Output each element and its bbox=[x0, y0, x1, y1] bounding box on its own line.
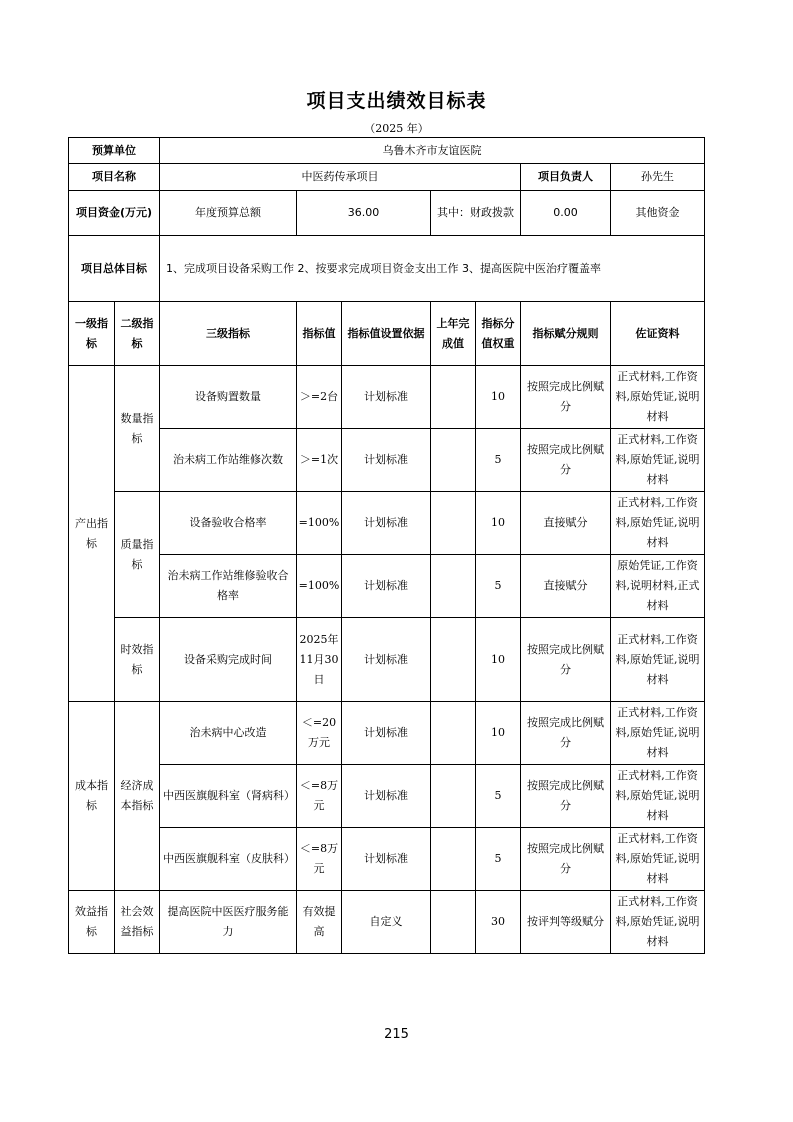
table-row bbox=[69, 765, 705, 828]
table-row bbox=[69, 828, 705, 891]
indicator-name: 治未病工作站维修次数 bbox=[160, 429, 297, 492]
indicator-weight: 10 bbox=[476, 702, 521, 765]
indicator-value: 有效提高 bbox=[297, 891, 342, 954]
indicator-value: 2025年11月30日 bbox=[297, 618, 342, 702]
table-row bbox=[69, 555, 705, 618]
other-funds-label: 其他资金 bbox=[611, 191, 705, 236]
indicator-weight: 10 bbox=[476, 618, 521, 702]
group-cost: 成本指标 bbox=[69, 702, 115, 891]
header-evidence: 佐证资料 bbox=[611, 302, 705, 366]
indicator-rule: 按照完成比例赋分 bbox=[521, 828, 611, 891]
indicator-value: =100% bbox=[297, 492, 342, 555]
indicator-rule: 按照完成比例赋分 bbox=[521, 618, 611, 702]
unit-value: 乌鲁木齐市友谊医院 bbox=[160, 138, 705, 164]
indicator-weight: 5 bbox=[476, 765, 521, 828]
indicator-weight: 30 bbox=[476, 891, 521, 954]
indicator-evidence: 正式材料,工作资料,原始凭证,说明材料 bbox=[611, 702, 705, 765]
indicator-value: ＜=8万元 bbox=[297, 828, 342, 891]
indicator-rule: 按照完成比例赋分 bbox=[521, 765, 611, 828]
indicator-name: 中西医旗舰科室（肾病科） bbox=[160, 765, 297, 828]
indicator-name: 设备验收合格率 bbox=[160, 492, 297, 555]
table-row bbox=[69, 618, 705, 702]
indicator-basis: 自定义 bbox=[342, 891, 431, 954]
indicator-rule: 按照完成比例赋分 bbox=[521, 366, 611, 429]
indicator-last-year bbox=[431, 891, 476, 954]
indicator-last-year bbox=[431, 702, 476, 765]
project-leader-label: 项目负责人 bbox=[521, 164, 611, 191]
subgroup-quantity: 数量指标 bbox=[115, 366, 160, 492]
indicator-basis: 计划标准 bbox=[342, 828, 431, 891]
indicator-weight: 10 bbox=[476, 366, 521, 429]
table-row bbox=[69, 366, 705, 429]
subgroup-social-benefit: 社会效益指标 bbox=[115, 891, 160, 954]
header-weight: 指标分值权重 bbox=[476, 302, 521, 366]
group-output: 产出指标 bbox=[69, 366, 115, 702]
indicator-last-year bbox=[431, 828, 476, 891]
funds-label: 项目资金(万元) bbox=[69, 191, 160, 236]
indicator-evidence: 正式材料,工作资料,原始凭证,说明材料 bbox=[611, 618, 705, 702]
goal-label: 项目总体目标 bbox=[69, 236, 160, 302]
group-benefit: 效益指标 bbox=[69, 891, 115, 954]
annual-budget-value: 36.00 bbox=[297, 191, 431, 236]
indicator-name: 治未病中心改造 bbox=[160, 702, 297, 765]
indicator-basis: 计划标准 bbox=[342, 429, 431, 492]
project-leader-value: 孙先生 bbox=[611, 164, 705, 191]
indicator-last-year bbox=[431, 366, 476, 429]
indicator-name: 设备购置数量 bbox=[160, 366, 297, 429]
indicator-last-year bbox=[431, 618, 476, 702]
goal-text: 1、完成项目设备采购工作 2、按要求完成项目资金支出工作 3、提高医院中医治疗覆盖率 bbox=[160, 236, 705, 302]
indicator-rule: 直接赋分 bbox=[521, 492, 611, 555]
project-name-value: 中医药传承项目 bbox=[160, 164, 521, 191]
indicator-value: ＞=1次 bbox=[297, 429, 342, 492]
header-basis: 指标值设置依据 bbox=[342, 302, 431, 366]
indicator-value: ＞=2台 bbox=[297, 366, 342, 429]
indicator-basis: 计划标准 bbox=[342, 366, 431, 429]
indicator-name: 中西医旗舰科室（皮肤科） bbox=[160, 828, 297, 891]
indicator-last-year bbox=[431, 429, 476, 492]
header-value: 指标值 bbox=[297, 302, 342, 366]
indicator-evidence: 正式材料,工作资料,原始凭证,说明材料 bbox=[611, 891, 705, 954]
indicator-name: 设备采购完成时间 bbox=[160, 618, 297, 702]
indicator-value: =100% bbox=[297, 555, 342, 618]
indicator-evidence: 正式材料,工作资料,原始凭证,说明材料 bbox=[611, 765, 705, 828]
indicator-rule: 直接赋分 bbox=[521, 555, 611, 618]
indicator-last-year bbox=[431, 555, 476, 618]
header-level1: 一级指标 bbox=[69, 302, 115, 366]
indicator-evidence: 原始凭证,工作资料,说明材料,正式材料 bbox=[611, 555, 705, 618]
indicator-name: 提高医院中医医疗服务能力 bbox=[160, 891, 297, 954]
header-level3: 三级指标 bbox=[160, 302, 297, 366]
table-row bbox=[69, 492, 705, 555]
indicator-weight: 5 bbox=[476, 828, 521, 891]
table-row bbox=[69, 702, 705, 765]
indicator-evidence: 正式材料,工作资料,原始凭证,说明材料 bbox=[611, 492, 705, 555]
header-rule: 指标赋分规则 bbox=[521, 302, 611, 366]
fiscal-funds-label: 其中：财政拨款 bbox=[431, 191, 521, 236]
page-title: 项目支出绩效目标表 bbox=[306, 90, 487, 112]
indicator-rule: 按照完成比例赋分 bbox=[521, 702, 611, 765]
indicator-last-year bbox=[431, 765, 476, 828]
indicator-evidence: 正式材料,工作资料,原始凭证,说明材料 bbox=[611, 429, 705, 492]
table-row bbox=[69, 429, 705, 492]
indicator-weight: 5 bbox=[476, 555, 521, 618]
table-row bbox=[69, 891, 705, 954]
indicator-basis: 计划标准 bbox=[342, 702, 431, 765]
indicator-basis: 计划标准 bbox=[342, 492, 431, 555]
header-last-year: 上年完成值 bbox=[431, 302, 476, 366]
indicator-rule: 按评判等级赋分 bbox=[521, 891, 611, 954]
year-label: （2025 年） bbox=[364, 122, 429, 135]
indicator-rule: 按照完成比例赋分 bbox=[521, 429, 611, 492]
page-number: 215 bbox=[384, 1027, 409, 1042]
annual-budget-label: 年度预算总额 bbox=[160, 191, 297, 236]
unit-label: 预算单位 bbox=[69, 138, 160, 164]
indicator-basis: 计划标准 bbox=[342, 555, 431, 618]
project-name-label: 项目名称 bbox=[69, 164, 160, 191]
indicator-weight: 5 bbox=[476, 429, 521, 492]
indicator-evidence: 正式材料,工作资料,原始凭证,说明材料 bbox=[611, 366, 705, 429]
fiscal-funds-value: 0.00 bbox=[521, 191, 611, 236]
subgroup-quality: 质量指标 bbox=[115, 492, 160, 618]
header-level2: 二级指标 bbox=[115, 302, 160, 366]
indicator-value: ＜=20万元 bbox=[297, 702, 342, 765]
indicator-basis: 计划标准 bbox=[342, 618, 431, 702]
indicator-basis: 计划标准 bbox=[342, 765, 431, 828]
performance-table bbox=[68, 137, 705, 954]
indicator-weight: 10 bbox=[476, 492, 521, 555]
subgroup-timeliness: 时效指标 bbox=[115, 618, 160, 702]
subgroup-economic-cost: 经济成本指标 bbox=[115, 702, 160, 891]
indicator-value: ＜=8万元 bbox=[297, 765, 342, 828]
indicator-evidence: 正式材料,工作资料,原始凭证,说明材料 bbox=[611, 828, 705, 891]
indicator-last-year bbox=[431, 492, 476, 555]
indicator-name: 治未病工作站维修验收合格率 bbox=[160, 555, 297, 618]
